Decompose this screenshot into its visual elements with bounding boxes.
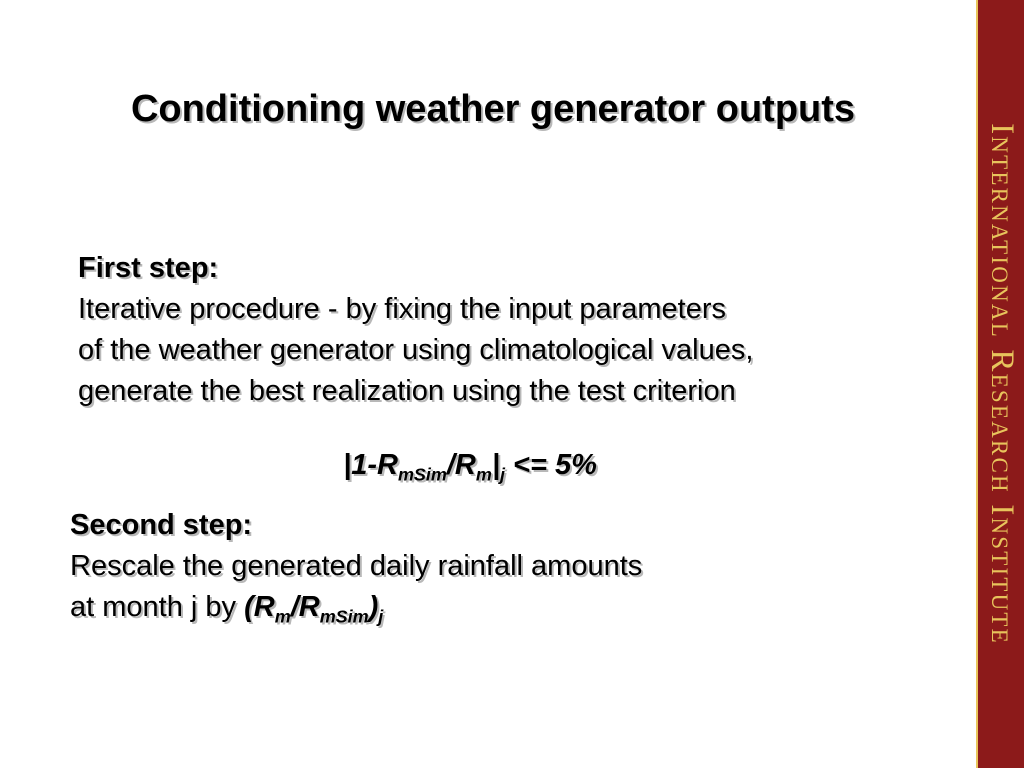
- second-step-line-2-prefix: at month j by: [70, 591, 245, 623]
- first-step-line-2: of the weather generator using climatological values,: [78, 334, 754, 366]
- formula-part-open: |1-R: [343, 449, 398, 481]
- slide-title: Conditioning weather generator outputs: [130, 88, 856, 130]
- formula-part-close: |: [491, 449, 500, 481]
- second-step-line-1: Rescale the generated daily rainfall amounts: [70, 550, 643, 582]
- institute-sidebar: [976, 0, 1024, 768]
- expr-part-close: ): [368, 591, 379, 623]
- rescale-expression: [244, 591, 384, 627]
- formula-part-tail: <= 5%: [504, 449, 597, 481]
- test-criterion-formula: [0, 445, 940, 486]
- formula-sub-j: j: [499, 464, 505, 485]
- first-step-heading: First step:: [78, 252, 219, 284]
- expr-sub-msim: mSim: [319, 606, 369, 627]
- second-step-heading: Second step:: [70, 509, 253, 541]
- formula-sub-msim: mSim: [397, 464, 447, 485]
- second-step-block: [70, 505, 642, 628]
- first-step-block: [78, 248, 753, 412]
- first-step-line-3: generate the best realization using the test criterion: [78, 375, 736, 407]
- first-step-line-1: Iterative procedure - by fixing the input parameters: [78, 293, 726, 325]
- expr-sub-m: m: [274, 606, 291, 627]
- expr-part-open: (R: [244, 591, 275, 623]
- formula-sub-m: m: [475, 464, 492, 485]
- formula-part-mid: /R: [446, 449, 476, 481]
- institute-name: International Research Institute: [984, 123, 1020, 645]
- expr-sub-j: j: [378, 606, 384, 627]
- second-step-line-2: [70, 587, 642, 628]
- expr-part-mid: /R: [290, 591, 320, 623]
